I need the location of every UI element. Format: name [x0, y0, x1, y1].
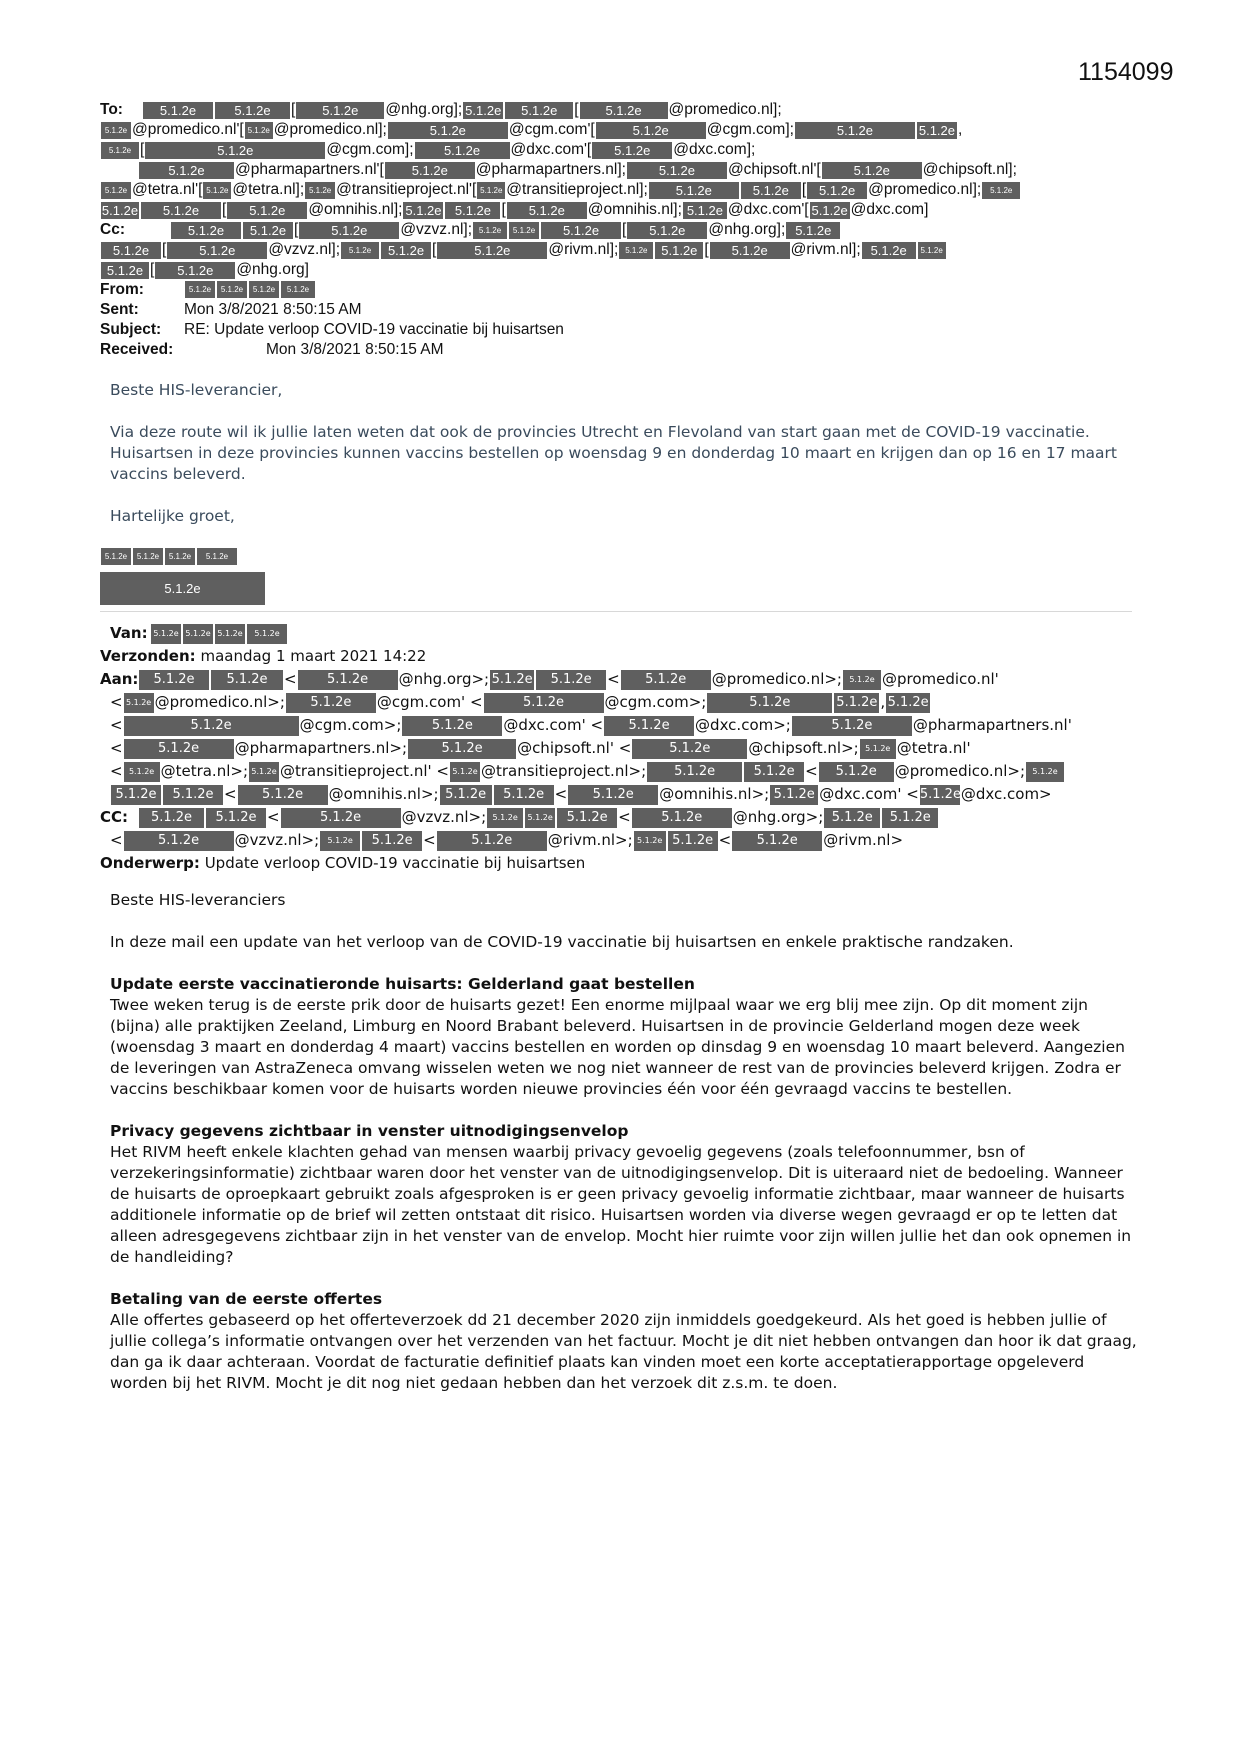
- redaction-box: 5.1.2e: [101, 182, 131, 199]
- message-closing: Hartelijke groet,: [110, 507, 235, 525]
- address-text: @cgm.com];: [326, 141, 414, 158]
- address-text: <: [110, 739, 123, 757]
- message-text: Via deze route wil ik jullie laten weten dat ook de provincies Utrecht en Flevoland van start gaan met de COVID-19 vaccinatie. Huisartsen in deze provincies kunnen vaccins bestellen op woensdag 9 en donderdag 10 maart en krijgen dan op 16 en 17 maart vaccins beleverd.: [110, 423, 1118, 483]
- address-text: @cgm.com>;: [604, 693, 707, 711]
- redaction-box: 5.1.2e: [362, 831, 422, 851]
- redaction-box: 5.1.2e: [437, 242, 547, 259]
- cc-fwd-line-0-content: [138, 808, 939, 826]
- redaction-box: 5.1.2e: [525, 808, 555, 828]
- address-text: @promedico.nl];: [668, 101, 782, 118]
- redaction-box: 5.1.2e: [141, 202, 221, 219]
- redaction-box: 5.1.2e: [592, 142, 672, 159]
- address-text: @dxc.com'[: [510, 141, 592, 158]
- redaction-box: 5.1.2e: [536, 670, 606, 690]
- address-text: @dxc.com>;: [695, 716, 791, 734]
- address-text: @pharmapartners.nl];: [475, 161, 626, 178]
- redaction-box: 5.1.2e: [786, 222, 840, 239]
- fwd-greeting: Beste HIS-leveranciers: [110, 891, 286, 909]
- address-text: @chipsoft.nl];: [922, 161, 1017, 178]
- address-text: @promedico.nl>;: [154, 693, 285, 711]
- onderwerp-line: [100, 852, 1140, 875]
- redaction-box: 5.1.2e: [632, 808, 732, 828]
- address-text: @nhg.org];: [385, 101, 463, 118]
- redaction-box: 5.1.2e: [541, 222, 621, 239]
- forwarded-header: [100, 622, 1140, 875]
- redaction-box: 5.1.2e: [139, 808, 204, 828]
- separator: [100, 611, 1132, 612]
- redaction-box: 5.1.2e: [243, 222, 293, 239]
- address-text: @omnihis.nl];: [308, 201, 403, 218]
- section-title-update: Update eerste vaccinatieronde huisarts: Gelderland gaat bestellen: [110, 975, 695, 993]
- redaction-box: 5.1.2e: [632, 739, 747, 759]
- redaction-box: 5.1.2e: [151, 624, 181, 644]
- address-text: ,: [957, 121, 963, 138]
- address-text: [: [574, 101, 579, 118]
- address-text: @tetra.nl];: [232, 181, 305, 198]
- redaction-box: 5.1.2e: [165, 548, 195, 565]
- to-line-4: [100, 180, 1140, 200]
- redaction-box: 5.1.2e: [227, 202, 307, 219]
- redaction-box: 5.1.2e: [494, 785, 554, 805]
- redaction-box: 5.1.2e: [341, 242, 379, 259]
- redaction-box: 5.1.2e: [744, 762, 804, 782]
- address-text: <: [618, 808, 631, 826]
- redaction-box: 5.1.2e: [298, 670, 398, 690]
- sent-value: Mon 3/8/2021 8:50:15 AM: [184, 301, 362, 318]
- address-text: @nhg.org>;: [732, 808, 824, 826]
- redaction-box: 5.1.2e: [982, 182, 1020, 199]
- verzonden-line: [100, 645, 1140, 668]
- address-text: <: [110, 693, 123, 711]
- redaction-box: 5.1.2e: [296, 102, 384, 119]
- address-text: @promedico.nl>;: [711, 670, 842, 688]
- redaction-box: 5.1.2e: [415, 142, 510, 159]
- redaction-box: 5.1.2e: [918, 122, 956, 138]
- address-text: @transitieproject.nl>;: [480, 762, 647, 780]
- cc-label: Cc:: [100, 221, 125, 239]
- address-text: @vzvz.nl];: [400, 221, 473, 238]
- redaction-box: 5.1.2e: [249, 762, 279, 782]
- cc-line-1: [100, 240, 1140, 260]
- address-text: @transitieproject.nl' <: [280, 762, 449, 780]
- sent-label: Sent:: [100, 301, 139, 318]
- redaction-box: 5.1.2e: [505, 102, 573, 119]
- redaction-box: 5.1.2e: [238, 785, 328, 805]
- address-text: @nhg.org];: [708, 221, 786, 238]
- redaction-box: 5.1.2e: [185, 281, 215, 298]
- redaction-box: 5.1.2e: [655, 242, 703, 259]
- address-text: <: [110, 762, 123, 780]
- message-body: [110, 380, 1120, 548]
- redaction-box: 5.1.2e: [707, 693, 832, 713]
- redaction-box: 5.1.2e: [487, 808, 523, 828]
- address-text: @cgm.com'[: [508, 121, 595, 138]
- redaction-box: 5.1.2e: [305, 182, 335, 199]
- address-text: <: [284, 670, 297, 688]
- address-text: <: [554, 785, 568, 803]
- redaction-box: 5.1.2e: [621, 670, 711, 690]
- redaction-box: 5.1.2e: [281, 281, 315, 298]
- received-line: [100, 340, 1140, 360]
- address-text: @dxc.com>: [960, 785, 1052, 803]
- address-text: @promedico.nl'[: [132, 121, 244, 138]
- redaction-box: 5.1.2e: [450, 762, 480, 782]
- signature-title-redacted: 5.1.2e: [100, 572, 265, 605]
- redaction-box: 5.1.2e: [649, 182, 739, 199]
- to-line-0-content: [142, 101, 782, 118]
- aan-line-2: [100, 714, 1140, 737]
- from-redacted: [184, 281, 316, 298]
- section-title-privacy: Privacy gegevens zichtbaar in venster uitnodigingsenvelop: [110, 1122, 629, 1140]
- redaction-box: 5.1.2e: [822, 162, 922, 179]
- cc-fwd-line-0: [100, 806, 1140, 829]
- redaction-box: 5.1.2e: [619, 242, 653, 259]
- fwd-intro: In deze mail een update van het verloop van de COVID-19 vaccinatie bij huisartsen en enkele praktische randzaken.: [110, 933, 1014, 951]
- redaction-box: 5.1.2e: [477, 182, 505, 199]
- document-number: 1154099: [1078, 58, 1174, 86]
- redaction-box: 5.1.2e: [824, 808, 880, 828]
- redaction-box: 5.1.2e: [163, 785, 223, 805]
- redaction-box: 5.1.2e: [124, 693, 154, 713]
- email-header: [100, 100, 1140, 360]
- subject-line: [100, 320, 1140, 340]
- redaction-box: 5.1.2e: [281, 808, 401, 828]
- address-text: [: [801, 181, 807, 198]
- redaction-box: 5.1.2e: [770, 785, 818, 805]
- redaction-box: 5.1.2e: [604, 716, 694, 736]
- redaction-box: 5.1.2e: [405, 202, 442, 218]
- redaction-box: 5.1.2e: [473, 222, 507, 239]
- subject-value: RE: Update verloop COVID-19 vaccinatie bij huisartsen: [184, 321, 564, 338]
- address-text: @nhg.org]: [236, 261, 309, 278]
- address-text: @rivm.nl>;: [547, 831, 633, 849]
- redaction-box: 5.1.2e: [245, 122, 273, 139]
- section-text-privacy: Het RIVM heeft enkele klachten gehad van mensen waarbij privacy gevoelig gegevens (zoals telefoonnummer, bsn of verzekeringsinformatie) zichtbaar waren door het venster van de uitnodigingsenvelop. Dit is uiteraard niet de bedoeling. Wanneer de huisarts de oproepkaart gebruikt zoals afgesproken is er geen privacy gevoelig informatie zichtbaar, maar wanneer de huisarts additionele informatie op de brief wil zetten ontstaat dit risico. Huisartsen worden via diverse wegen gevraagd er op te letten dat alleen adresgegevens zichtbaar zijn in het venster van de envelop. Mocht hier ruimte voor zijn willen jullie het dan ook opnemen in de handleiding?: [110, 1143, 1132, 1266]
- verzonden-label: Verzonden:: [100, 647, 196, 665]
- van-label: Van:: [110, 624, 148, 642]
- redaction-box: 5.1.2e: [197, 548, 237, 565]
- redaction-box: 5.1.2e: [206, 808, 266, 828]
- redaction-box: 5.1.2e: [167, 242, 267, 259]
- redaction-box: 5.1.2e: [795, 122, 915, 139]
- redaction-box: 5.1.2e: [440, 785, 492, 805]
- address-text: @chipsoft.nl'[: [727, 161, 821, 178]
- redaction-box: 5.1.2e: [484, 693, 604, 713]
- redaction-box: 5.1.2e: [124, 762, 160, 782]
- redaction-box: 5.1.2e: [557, 808, 617, 828]
- address-text: [: [704, 241, 709, 258]
- redaction-box: 5.1.2e: [882, 808, 938, 828]
- address-text: @transitieproject.nl'[: [336, 181, 477, 198]
- address-text: @rivm.nl];: [548, 241, 619, 258]
- redaction-box: 5.1.2e: [647, 762, 742, 782]
- address-text: [: [501, 201, 506, 218]
- redaction-box: 5.1.2e: [886, 693, 930, 713]
- address-text: @chipsoft.nl' <: [517, 739, 632, 757]
- redaction-box: 5.1.2e: [792, 716, 912, 736]
- address-text: [: [140, 141, 145, 158]
- redaction-box: 5.1.2e: [507, 202, 587, 219]
- address-text: <: [110, 716, 123, 734]
- address-text: @omnihis.nl>;: [659, 785, 770, 803]
- redaction-box: 5.1.2e: [101, 242, 161, 259]
- redaction-box: 5.1.2e: [145, 142, 325, 159]
- address-text: @promedico.nl>;: [894, 762, 1025, 780]
- redaction-box: 5.1.2e: [1026, 762, 1064, 782]
- cc-fwd-line-1: [100, 829, 1140, 852]
- cc-line-0: [100, 220, 1140, 240]
- address-text: @omnihis.nl>;: [328, 785, 439, 803]
- redaction-box: 5.1.2e: [509, 222, 539, 239]
- received-value: Mon 3/8/2021 8:50:15 AM: [266, 341, 444, 358]
- address-text: @vzvz.nl];: [268, 241, 341, 258]
- address-text: @vzvz.nl>;: [401, 808, 487, 826]
- aan-line-0: [100, 668, 1140, 691]
- address-text: @dxc.com'[: [727, 201, 809, 218]
- redaction-box: 5.1.2e: [183, 624, 213, 644]
- redaction-box: 5.1.2e: [568, 785, 658, 805]
- address-text: @pharmapartners.nl'[: [235, 161, 384, 178]
- redaction-box: 5.1.2e: [124, 716, 299, 736]
- redaction-box: 5.1.2e: [143, 102, 213, 119]
- to-line-3: [100, 160, 1140, 180]
- address-text: @cgm.com>;: [299, 716, 402, 734]
- redaction-box: 5.1.2e: [381, 242, 431, 259]
- address-text: [: [622, 221, 627, 238]
- redaction-box: 5.1.2e: [101, 142, 139, 159]
- redaction-box: 5.1.2e: [139, 162, 234, 179]
- redaction-box: 5.1.2e: [215, 624, 245, 644]
- redaction-box: 5.1.2e: [211, 670, 283, 690]
- address-text: <: [110, 831, 123, 849]
- redaction-box: 5.1.2e: [385, 162, 475, 179]
- aan-line-1: [100, 691, 1140, 714]
- aan-label: Aan:: [100, 670, 139, 688]
- van-redacted: [150, 624, 288, 642]
- redaction-box: 5.1.2e: [124, 739, 234, 759]
- redaction-box: 5.1.2e: [388, 122, 508, 139]
- redaction-box: 5.1.2e: [320, 831, 360, 851]
- address-text: @tetra.nl>;: [160, 762, 248, 780]
- redaction-box: 5.1.2e: [402, 716, 502, 736]
- address-text: @transitieproject.nl];: [506, 181, 648, 198]
- address-text: @tetra.nl'[: [132, 181, 203, 198]
- redaction-box: 5.1.2e: [101, 122, 131, 139]
- redaction-box: 5.1.2e: [155, 262, 235, 279]
- redaction-box: 5.1.2e: [843, 670, 881, 690]
- address-text: @rivm.nl>: [823, 831, 904, 849]
- address-text: @tetra.nl': [896, 739, 971, 757]
- redaction-box: 5.1.2e: [101, 262, 149, 279]
- redaction-box: 5.1.2e: [920, 785, 960, 805]
- signature-block: [100, 548, 238, 596]
- section-text-update: Twee weken terug is de eerste prik door de huisarts gezet! Een enorme mijlpaal waar we erg blij mee zijn. Op dit moment zijn (bijna) alle praktijken Zeeland, Limburg en Noord Brabant beleverd. Huisartsen in de provincie Gelderland mogen deze week (woensdag 3 maart en donderdag 4 maart) vaccins bestellen en worden op dinsdag 9 en woensdag 10 maart beleverd. Aangezien de leveringen van AstraZeneca omvang wisselen weten we nog niet wanneer de rest van de provincies beleverd krijgen. Zodra er vaccins beschikbaar komen voor de huisarts worden nieuwe provincies één voor één gevraagd vaccins te bestellen.: [110, 996, 1125, 1098]
- address-text: @pharmapartners.nl>;: [234, 739, 408, 757]
- redaction-box: 5.1.2e: [111, 785, 161, 805]
- redaction-box: 5.1.2e: [834, 693, 879, 713]
- redaction-box: 5.1.2e: [627, 222, 707, 239]
- address-text: <: [224, 785, 237, 803]
- cc-line-0-content: [170, 221, 841, 238]
- redaction-box: 5.1.2e: [124, 831, 234, 851]
- redaction-box: 5.1.2e: [247, 624, 287, 644]
- redaction-box: 5.1.2e: [807, 182, 867, 199]
- address-text: @dxc.com];: [673, 141, 756, 158]
- redaction-box: 5.1.2e: [101, 548, 131, 565]
- to-line-2: [100, 140, 1140, 160]
- address-text: <: [267, 808, 280, 826]
- address-text: @promedico.nl': [881, 670, 999, 688]
- address-text: [: [432, 241, 437, 258]
- van-line: [100, 622, 1140, 645]
- redaction-box: 5.1.2e: [217, 281, 247, 298]
- address-text: @pharmapartners.nl': [912, 716, 1072, 734]
- redaction-box: 5.1.2e: [668, 831, 718, 851]
- redaction-box: 5.1.2e: [710, 242, 790, 259]
- address-text: @vzvz.nl>;: [234, 831, 320, 849]
- to-line-1: [100, 120, 1140, 140]
- redaction-box: 5.1.2e: [580, 102, 668, 119]
- redaction-box: 5.1.2e: [683, 202, 727, 219]
- redaction-box: 5.1.2e: [171, 222, 241, 239]
- address-text: @omnihis.nl];: [587, 201, 682, 218]
- redaction-box: 5.1.2e: [299, 222, 399, 239]
- redaction-box: 5.1.2e: [596, 122, 706, 139]
- redaction-box: 5.1.2e: [490, 670, 534, 690]
- address-text: @promedico.nl];: [868, 181, 982, 198]
- redaction-box: 5.1.2e: [139, 670, 209, 690]
- redaction-box: 5.1.2e: [133, 548, 163, 565]
- address-text: @dxc.com]: [850, 201, 929, 218]
- address-text: @cgm.com];: [706, 121, 794, 138]
- redaction-box: 5.1.2e: [918, 242, 946, 259]
- address-text: @promedico.nl];: [273, 121, 387, 138]
- address-text: @nhg.org>;: [398, 670, 490, 688]
- redaction-box: 5.1.2e: [437, 831, 547, 851]
- address-text: [: [294, 221, 299, 238]
- redaction-box: 5.1.2e: [819, 762, 894, 782]
- redaction-box: 5.1.2e: [627, 162, 727, 179]
- signature-name-redacted: [100, 548, 238, 566]
- onderwerp-label: Onderwerp:: [100, 854, 200, 872]
- aan-line-5: [100, 783, 1140, 806]
- to-line-5: [100, 200, 1140, 220]
- subject-label: Subject:: [100, 321, 162, 338]
- address-text: ,: [880, 693, 886, 711]
- address-text: @dxc.com' <: [819, 785, 919, 803]
- forwarded-body: [110, 890, 1140, 1394]
- address-text: [: [291, 101, 296, 118]
- address-text: [: [162, 241, 167, 258]
- redaction-box: 5.1.2e: [811, 202, 848, 218]
- address-text: [: [150, 261, 155, 278]
- from-label: From:: [100, 281, 144, 298]
- redaction-box: 5.1.2e: [445, 202, 500, 219]
- redaction-box: 5.1.2e: [408, 739, 516, 759]
- redaction-box: 5.1.2e: [286, 693, 376, 713]
- onderwerp-value: Update verloop COVID-19 vaccinatie bij huisartsen: [204, 854, 586, 872]
- message-greeting: Beste HIS-leverancier,: [110, 381, 283, 399]
- redaction-box: 5.1.2e: [741, 182, 801, 199]
- address-text: <: [607, 670, 620, 688]
- address-text: <: [805, 762, 818, 780]
- address-text: @chipsoft.nl>;: [748, 739, 859, 757]
- to-line-0: [100, 100, 1140, 120]
- redaction-box: 5.1.2e: [732, 831, 822, 851]
- from-line: [100, 280, 1140, 300]
- aan-line-4: [100, 760, 1140, 783]
- cc-fwd-label: CC:: [100, 808, 129, 826]
- address-text: @dxc.com' <: [503, 716, 604, 734]
- redaction-box: 5.1.2e: [634, 831, 666, 851]
- address-text: <: [718, 831, 732, 849]
- sent-line: [100, 300, 1140, 320]
- aan-line-0-content: [138, 670, 999, 688]
- address-text: <: [423, 831, 436, 849]
- redaction-box: 5.1.2e: [215, 102, 290, 119]
- aan-line-3: [100, 737, 1140, 760]
- section-text-betaling: Alle offertes gebaseerd op het offerteverzoek dd 21 december 2020 zijn inmiddels goedgekeurd. Als het goed is hebben jullie of jullie collega’s informatie ontvangen over het verzenden van het factuur. Mocht je dit niet hebben ontvangen dan hoor ik dat graag, dan ga ik daar achteraan. Voordat de facturatie definitief plaats kan vinden moet een korte acceptatierapportage opgeleverd worden bij het RIVM. Mocht je dit nog niet gedaan hebben dan het verzoek dit z.s.m. te doen.: [110, 1311, 1137, 1392]
- redaction-box: 5.1.2e: [101, 202, 139, 218]
- cc-line-2: [100, 260, 1140, 280]
- section-title-betaling: Betaling van de eerste offertes: [110, 1290, 383, 1308]
- to-label: To:: [100, 101, 123, 119]
- address-text: [: [222, 201, 227, 218]
- redaction-box: 5.1.2e: [860, 739, 896, 759]
- verzonden-value: maandag 1 maart 2021 14:22: [200, 647, 427, 665]
- redaction-box: 5.1.2e: [249, 281, 279, 298]
- address-text: @cgm.com' <: [376, 693, 483, 711]
- address-text: @rivm.nl];: [790, 241, 861, 258]
- received-label: Received:: [100, 341, 174, 358]
- redaction-box: 5.1.2e: [203, 182, 231, 199]
- redaction-box: 5.1.2e: [862, 242, 916, 259]
- redaction-box: 5.1.2e: [465, 102, 502, 118]
